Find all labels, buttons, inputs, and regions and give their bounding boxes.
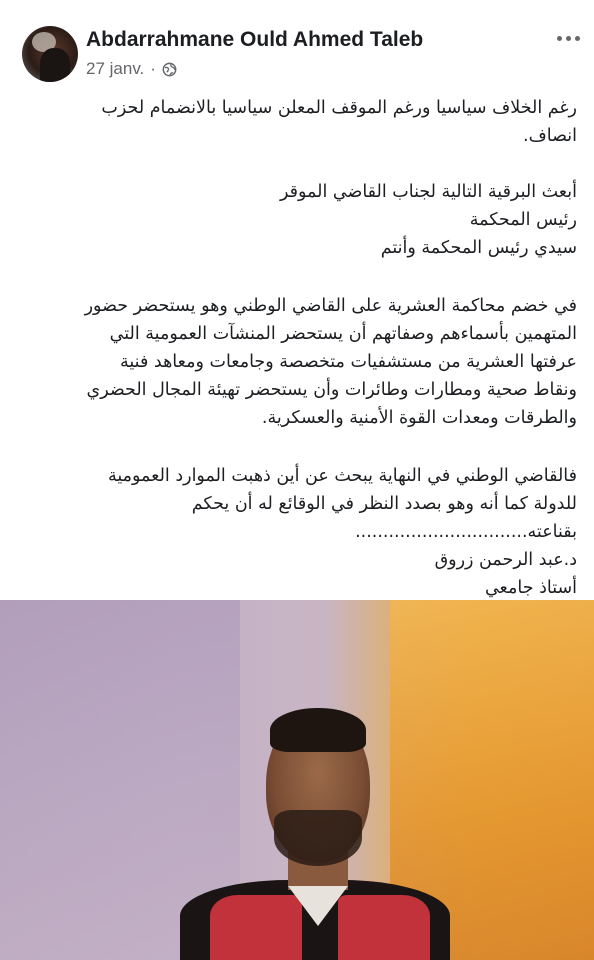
paragraph-closing	[20, 462, 577, 602]
signature-title: أستاذ جامعي	[484, 578, 577, 598]
text-line: أبعث البرقية التالية لجناب القاضي الموقر	[279, 182, 577, 202]
post-header	[0, 0, 594, 92]
globe-icon[interactable]	[162, 62, 177, 77]
post-meta	[86, 58, 177, 80]
text-line: انصاف.	[523, 126, 577, 146]
paragraph-body	[20, 292, 577, 432]
text-line: سيدي رئيس المحكمة وأنتم	[380, 238, 577, 258]
more-options-icon[interactable]	[557, 28, 580, 48]
person-portrait	[170, 690, 460, 960]
author-name[interactable]: Abdarrahmane Ould Ahmed Taleb	[86, 28, 424, 51]
meta-separator: ·	[150, 59, 156, 78]
text-line: والطرقات ومعدات القوة الأمنية والعسكرية.	[261, 408, 577, 428]
text-line: المتهمين بأسماءهم وصفاتهم أن يستحضر المنشآت العمومية التي	[109, 324, 577, 344]
text-line: عرفتها العشرية من مستشفيات متخصصة وجامعات ومعاهد فنية	[120, 352, 577, 372]
text-line: للدولة كما أنه وهو بصدد النظر في الوقائع له أن يحكم	[191, 494, 577, 514]
text-line: بقناعته...............................	[355, 522, 577, 542]
post-photo[interactable]	[0, 600, 594, 960]
text-line: في خضم محاكمة العشرية على القاضي الوطني وهو يستحضر حضور	[84, 296, 577, 316]
paragraph-address	[20, 178, 577, 262]
post-date[interactable]: 27 janv.	[86, 59, 145, 78]
text-line: رغم الخلاف سياسيا ورغم الموقف المعلن سياسيا بالانضمام لحزب	[101, 98, 577, 118]
text-line: فالقاضي الوطني في النهاية يبحث عن أين ذهبت الموارد العمومية	[107, 466, 577, 486]
text-line: رئيس المحكمة	[469, 210, 577, 230]
text-line: ونقاط صحية ومطارات وطائرات وأن يستحضر تهيئة المجال الحضري	[86, 380, 577, 400]
post-text	[20, 94, 577, 602]
signature-name: د.عبد الرحمن زروق	[434, 550, 577, 570]
author-avatar[interactable]	[22, 26, 78, 82]
paragraph-intro	[20, 94, 577, 150]
